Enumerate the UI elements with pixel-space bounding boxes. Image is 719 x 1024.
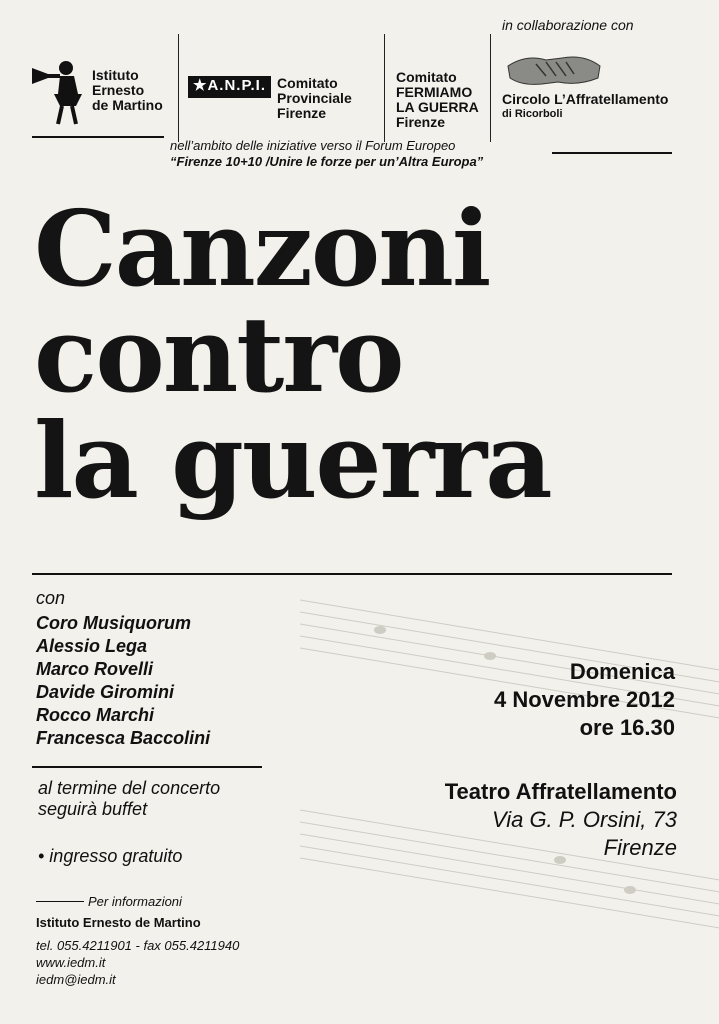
info-org: Istituto Ernesto de Martino	[36, 915, 201, 930]
venue-city: Firenze	[603, 835, 677, 860]
free-entry-note: • ingresso gratuito	[38, 846, 183, 866]
iedm-line3: de Martino	[92, 96, 163, 113]
handshake-icon	[506, 48, 602, 90]
anpi-line3: Firenze	[277, 105, 327, 121]
buffet-line1: al termine del concerto	[38, 778, 221, 798]
performer-item: Davide Giromini	[36, 682, 175, 702]
header-divider	[384, 34, 385, 142]
info-email-link[interactable]: iedm@iedm.it	[36, 972, 116, 987]
performer-item: Rocco Marchi	[36, 705, 155, 725]
anpi-line1: Comitato	[277, 75, 338, 91]
title-rule	[32, 573, 672, 575]
title-line3: la guerra	[34, 399, 551, 522]
poster-title	[34, 187, 551, 522]
header-divider	[490, 34, 491, 142]
iedm-logo-block	[28, 54, 163, 126]
performer-item: Marco Rovelli	[36, 659, 154, 679]
title-line1: Canzoni	[34, 187, 490, 310]
trumpet-figure-icon	[28, 54, 86, 126]
forum-note-line2: “Firenze 10+10 /Unire le forze per un’Altra Europa”	[170, 154, 484, 169]
fermiamo-line4: Firenze	[396, 114, 446, 130]
header-divider	[178, 34, 179, 142]
contact-info	[36, 893, 239, 988]
circolo-logo-block	[502, 92, 668, 122]
performer-item: Francesca Baccolini	[36, 728, 211, 748]
fermiamo-line3: LA GUERRA	[396, 99, 479, 115]
con-label: con	[36, 588, 66, 608]
event-date-text: 4 Novembre 2012	[494, 687, 675, 712]
event-date	[494, 658, 675, 742]
venue-address: Via G. P. Orsini, 73	[491, 807, 677, 832]
info-label: Per informazioni	[88, 893, 239, 910]
collab-label: in collaborazione con	[502, 17, 634, 33]
header-logos	[28, 14, 698, 134]
anpi-logo-block	[188, 76, 352, 121]
forum-note	[170, 138, 483, 170]
info-phone: tel. 055.4211901 - fax 055.4211940	[36, 938, 240, 953]
event-day: Domenica	[569, 659, 675, 684]
circolo-line1: Circolo L’Affratellamento	[502, 91, 669, 107]
forum-note-line1: nell’ambito delle iniziative verso il Forum Europeo	[170, 138, 456, 153]
venue-name: Teatro Affratellamento	[444, 779, 677, 804]
performer-item: Alessio Lega	[36, 636, 148, 656]
rule-left	[32, 136, 164, 138]
buffet-note	[38, 778, 220, 820]
notes-rule	[32, 766, 262, 768]
fermiamo-line2: FERMIAMO	[396, 84, 473, 100]
venue-block	[445, 778, 677, 862]
fermiamo-logo-block	[396, 70, 479, 130]
title-line2: contro	[34, 293, 403, 416]
event-time: ore 16.30	[579, 715, 675, 740]
performer-item: Coro Musiquorum	[36, 613, 191, 633]
anpi-badge: ★A.N.P.I.	[188, 76, 271, 98]
performer-list	[36, 612, 210, 750]
iedm-line2: Ernesto	[92, 81, 145, 98]
iedm-line1: Istituto	[92, 66, 139, 83]
rule-right	[552, 152, 672, 154]
info-website-link[interactable]: www.iedm.it	[36, 955, 106, 970]
fermiamo-line1: Comitato	[396, 69, 457, 85]
circolo-line2: di Ricorboli	[502, 108, 563, 120]
anpi-line2: Provinciale	[277, 90, 352, 106]
buffet-line2: seguirà buffet	[38, 799, 148, 819]
